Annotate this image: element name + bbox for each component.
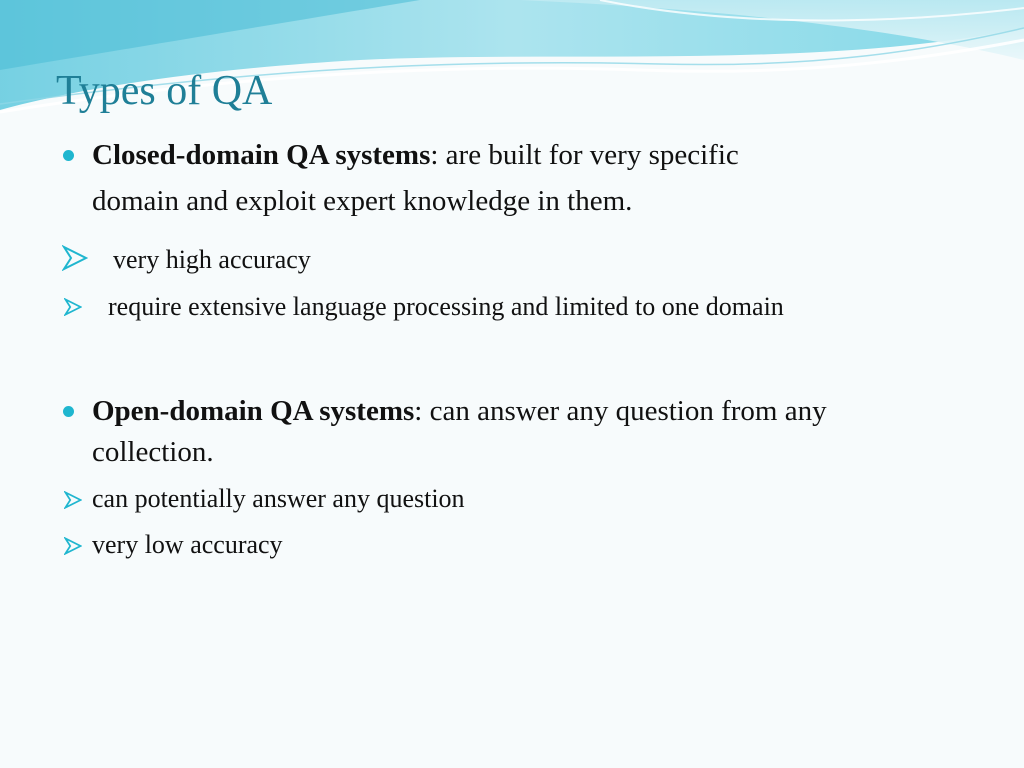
- closed-domain-term: Closed-domain QA systems: [92, 139, 431, 171]
- arrowhead-right-icon: [62, 245, 88, 271]
- slide-title: Types of QA: [56, 68, 273, 114]
- closed-sub-item-processing: require extensive language processing and limited to one domain: [108, 292, 784, 321]
- bullet-dot-icon: [63, 150, 74, 161]
- closed-domain-line: [92, 139, 739, 172]
- closed-domain-continuation: domain and exploit expert knowledge in them.: [92, 185, 633, 217]
- open-domain-line: [92, 395, 827, 428]
- closed-domain-description: : are built for very specific: [430, 139, 739, 171]
- open-domain-description: : can answer any question from any: [414, 395, 827, 427]
- open-sub-item-accuracy: very low accuracy: [92, 530, 283, 559]
- bullet-dot-icon: [63, 406, 74, 417]
- arrowhead-right-icon: [64, 491, 82, 509]
- open-sub-item-potential: can potentially answer any question: [92, 484, 465, 513]
- arrowhead-right-icon: [64, 537, 82, 555]
- arrowhead-right-icon: [64, 298, 82, 316]
- open-domain-continuation: collection.: [92, 436, 214, 468]
- closed-sub-item-accuracy: very high accuracy: [113, 245, 311, 274]
- open-domain-term: Open-domain QA systems: [92, 395, 415, 427]
